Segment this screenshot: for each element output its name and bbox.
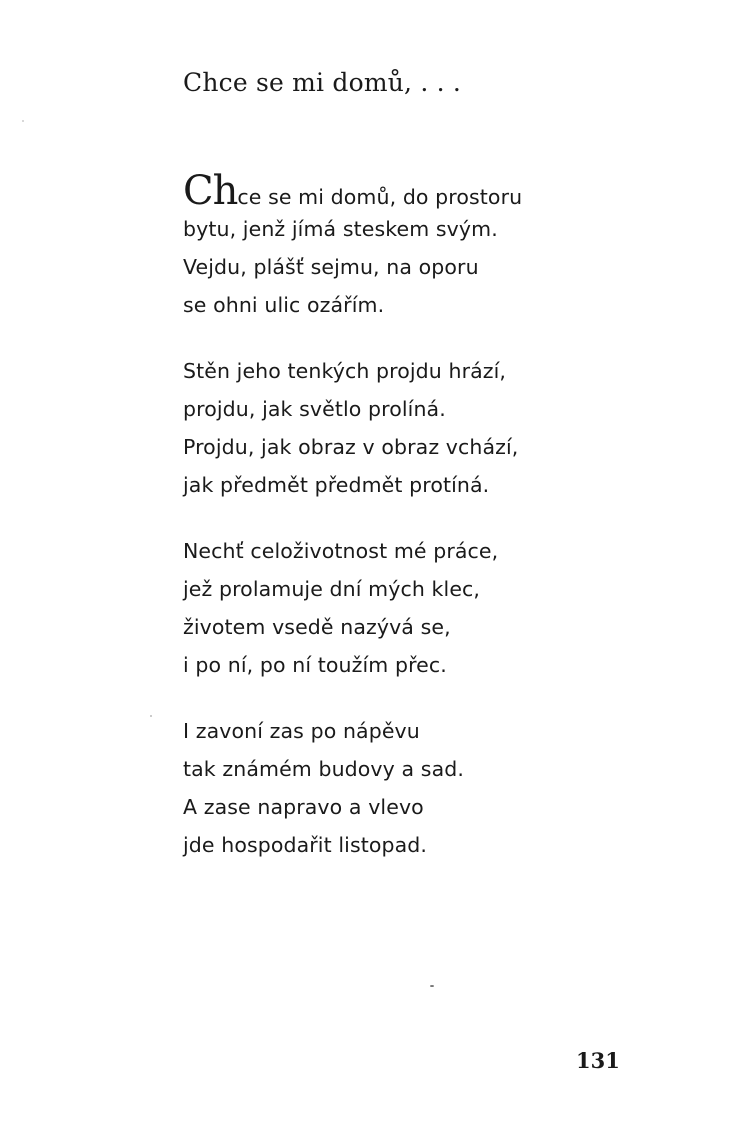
stanza-3 bbox=[183, 532, 522, 684]
poem-line: životem vsedě nazývá se, bbox=[183, 615, 451, 639]
stanza-4 bbox=[183, 712, 522, 864]
poem-line: Nechť celoživotnost mé práce, bbox=[183, 539, 499, 563]
page-title: Chce se mi domů, . . . bbox=[183, 68, 462, 97]
poem bbox=[183, 168, 523, 892]
first-line-text: ce se mi domů, do prostoru bbox=[237, 185, 523, 209]
paper-speck bbox=[150, 715, 152, 717]
stanza-2 bbox=[183, 352, 522, 504]
poem-line: jak předmět předmět protíná. bbox=[183, 473, 490, 497]
paper-speck bbox=[430, 985, 434, 987]
poem-line: bytu, jenž jímá steskem svým. bbox=[183, 217, 498, 241]
page-number: 131 bbox=[576, 1048, 620, 1073]
poem-line: i po ní, po ní toužím přec. bbox=[183, 653, 447, 677]
poem-line: tak známém budovy a sad. bbox=[183, 757, 464, 781]
poem-line: jež prolamuje dní mých klec, bbox=[183, 577, 481, 601]
poem-line: jde hospodařit listopad. bbox=[183, 833, 428, 857]
drop-cap: Ch bbox=[183, 168, 238, 214]
poem-line: Projdu, jak obraz v obraz vchází, bbox=[183, 435, 519, 459]
poem-line bbox=[183, 168, 523, 214]
poem-line: Vejdu, plášť sejmu, na oporu bbox=[183, 255, 479, 279]
paper-speck bbox=[22, 120, 24, 122]
poem-line: I zavoní zas po nápěvu bbox=[183, 719, 420, 743]
poem-line: Stěn jeho tenkých projdu hrází, bbox=[183, 359, 507, 383]
poem-line: se ohni ulic ozářím. bbox=[183, 293, 385, 317]
poem-line: A zase napravo a vlevo bbox=[183, 795, 424, 819]
poem-line: projdu, jak světlo prolíná. bbox=[183, 397, 446, 421]
stanza-1 bbox=[183, 168, 523, 324]
